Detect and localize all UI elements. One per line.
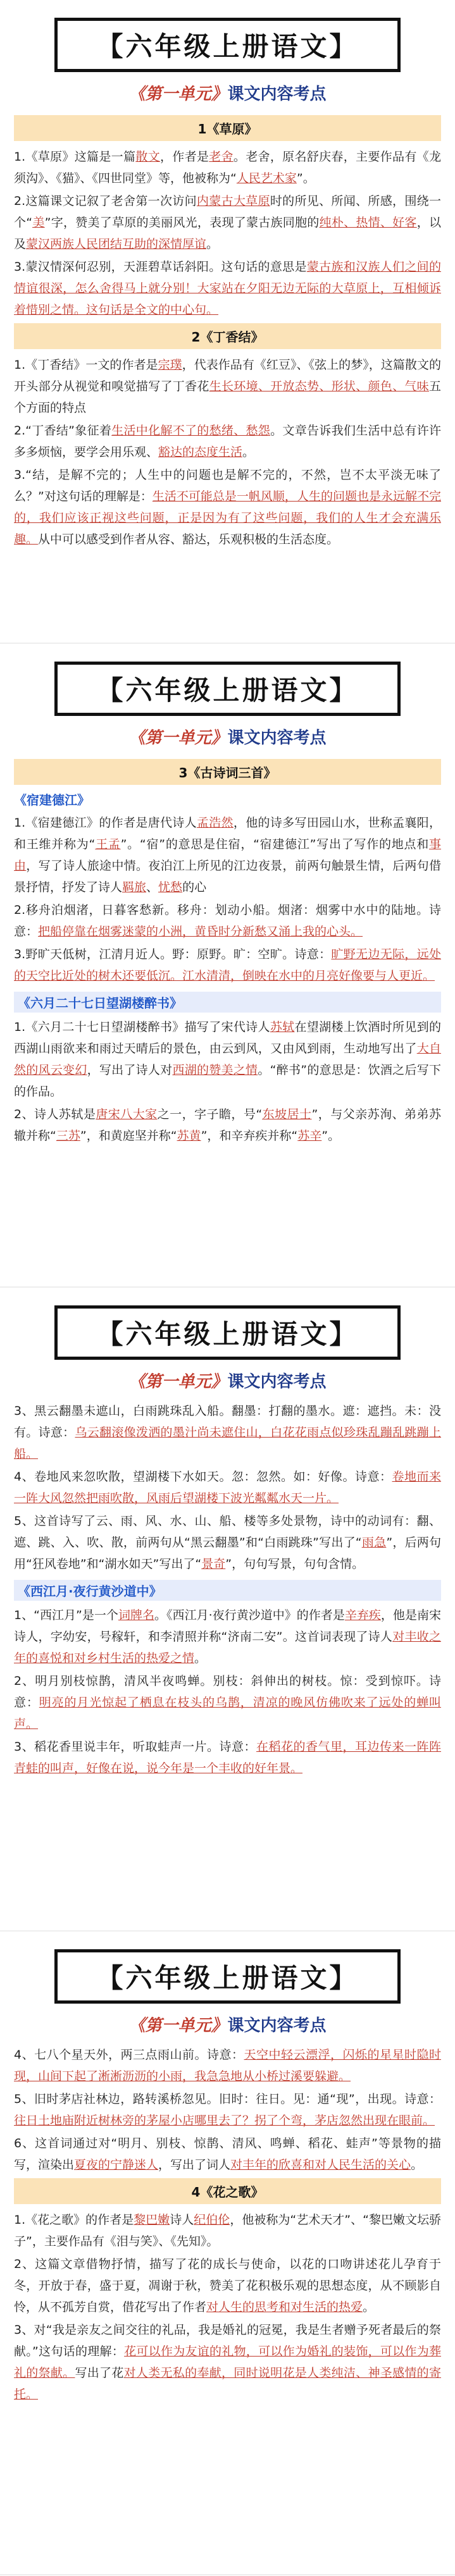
unit-name: 《第一单元》 xyxy=(128,1372,228,1391)
paragraph xyxy=(14,146,441,189)
page-title: 【六年级上册语文】 xyxy=(96,1963,359,1994)
text-run: 2.“丁香结”象征着 xyxy=(14,424,112,438)
key-point: 东坡居士 xyxy=(262,1107,312,1121)
text-run: 3、对“我是亲友之间交往的礼品，我是婚礼的冠冕，我是生者赠予死者最后的祭献。”这句话的理解： xyxy=(14,2323,441,2358)
page-title-box xyxy=(54,1305,401,1360)
paragraph xyxy=(14,2209,441,2252)
paragraph xyxy=(14,1510,441,1575)
paragraph xyxy=(14,2044,441,2087)
text-run: 从中可以感受到作者从容、豁达，乐观积极的生活态度。 xyxy=(38,533,339,546)
text-run: 3、黑云翻墨未遮山，白雨跳珠乱入船。翻墨：打翻的墨水。遮：遮挡。未：没有。诗意： xyxy=(14,1404,441,1439)
text-run: ”。“宿”的意思是住宿，“宿建德江”写出了写作的地点和 xyxy=(120,837,429,851)
key-point: 蒙古族和汉族人们之间的情谊很深，怎么舍得马上就分别！大家站在夕阳无边无际的大草原上，互相倾诉着惜别之情。这句话是全文的中心句。 xyxy=(14,260,441,317)
key-point: 苏黄 xyxy=(177,1129,201,1143)
text-run: 的心 xyxy=(182,880,207,894)
paragraph xyxy=(14,420,441,463)
text-run: 4、七八个星天外，两三点雨山前。诗意： xyxy=(14,2048,244,2062)
text-run: 1.《六月二十七日望湖楼醉书》描写了宋代诗人 xyxy=(14,1020,270,1034)
key-point: 生活中化解不了的愁绪、愁怨 xyxy=(111,424,271,438)
paragraph xyxy=(14,2088,441,2131)
text-run: 6、这首词通过对“明月、别枝、惊鹊、清风、鸣蝉、稻花、蛙声”等景物的描写，渲染出 xyxy=(14,2136,441,2172)
paragraph xyxy=(14,1736,441,1779)
text-run: 在望湖楼上饮酒时所见到的西湖山雨欲来和雨过天晴后的景色，由云到风，又由风到雨，生动地写出了 xyxy=(14,1020,441,1056)
key-point: 内蒙古大草原 xyxy=(196,194,270,208)
paragraph xyxy=(14,2253,441,2318)
paragraph xyxy=(14,1104,441,1147)
page-title-box xyxy=(54,1949,401,2004)
page-3 xyxy=(0,1288,455,1932)
paragraph xyxy=(14,1400,441,1465)
poem-heading: 《宿建德江》 xyxy=(14,792,90,808)
text-run: 3.蒙汉情深何忍别，天涯碧草话斜阳。这句话的意思是 xyxy=(14,260,307,274)
key-point: 辛弃疾 xyxy=(344,1608,381,1622)
page-title-box xyxy=(54,18,401,72)
text-run: ”。 xyxy=(296,171,315,185)
text-run: 3.野旷天低树，江清月近人。野：原野。旷：空旷。诗意： xyxy=(14,947,332,961)
text-run: 。《西江月·夜行黄沙道中》的作者是 xyxy=(154,1608,345,1622)
text-run: 之一，字子瞻，号“ xyxy=(157,1107,263,1121)
text-run: 时的所见、所闻、所感，围绕一个“ xyxy=(14,194,441,230)
key-point: 老舍 xyxy=(209,150,234,164)
page-content xyxy=(14,756,441,1148)
key-point: 对丰年的欣喜和对人民生活的关心 xyxy=(230,2158,411,2172)
text-run: 2、这篇文章借物抒情，描写了花的成长与使命，以花的口吻讲述花儿孕育于冬，开放于春，盛于夏，凋谢于秋，赞美了花积极乐观的思想态度，从不顾影自怜，从不孤芳自赏，借花写出了作者 xyxy=(14,2257,441,2314)
paragraph xyxy=(14,464,441,550)
text-run: ，他被称为“艺术天才”、“黎巴嫩文坛骄子”，主要作品有《泪与笑》、《先知》。 xyxy=(14,2213,441,2248)
subtitle-rest: 课文内容考点 xyxy=(227,2016,327,2035)
key-point: 花可以作为友谊的礼物，可以作为婚礼的装饰，可以作为葬礼的祭献。 xyxy=(14,2345,441,2380)
key-point: 豁达的态度生活 xyxy=(158,445,243,459)
text-run: 。 xyxy=(242,445,255,459)
text-run: ”，后两句用“狂风卷地”和“湖水如天”写出了“ xyxy=(14,1536,442,1571)
key-point: 明亮的月光惊起了栖息在枝头的乌鹊，清凉的晚风仿佛吹来了远处的蝉叫声。 xyxy=(14,1696,441,1731)
text-run: ”字，赞美了草原的美丽风光，表现了蒙古族同胞的 xyxy=(44,216,320,230)
key-point: 羁旅 xyxy=(122,880,147,894)
page-content xyxy=(14,2044,441,2407)
key-point: 乌云翻滚像泼洒的墨汁尚未遮住山，白花花雨点似珍珠乱蹦乱跳蹦上船。 xyxy=(14,1426,441,1461)
unit-name: 《第一单元》 xyxy=(128,85,228,104)
key-point: 雨急 xyxy=(361,1536,387,1550)
paragraph xyxy=(14,899,441,942)
key-point: 卷地而来一阵大风忽然把雨吹散，风雨后望湖楼下波光粼粼水天一片。 xyxy=(14,1470,441,1505)
paragraph xyxy=(14,1670,441,1735)
text-run: 五个方面的特点 xyxy=(14,379,441,415)
text-run: 3、稻花香里说丰年，听取蛙声一片。诗意： xyxy=(14,1740,257,1754)
key-point: 在稻花的香气里，耳边传来一阵阵青蛙的叫声，好像在说，说今年是一个丰收的好年景。 xyxy=(14,1740,441,1775)
text-run: ，他的诗多写田园山水，世称孟襄阳，和王维并称为“ xyxy=(14,816,441,851)
text-run: 。 xyxy=(411,2158,423,2172)
text-run: ”，与父亲苏洵、弟弟苏辙并称“ xyxy=(14,1107,441,1143)
unit-subtitle xyxy=(0,725,455,748)
key-point: 忧愁 xyxy=(158,880,183,894)
key-point: 把船停靠在烟雾迷蒙的小洲，黄昏时分新愁又涌上我的心头。 xyxy=(38,925,363,939)
text-run: ，写出了诗人对 xyxy=(87,1063,173,1077)
key-point: 散文 xyxy=(135,150,160,164)
paragraph xyxy=(14,944,441,987)
key-point: 对人类无私的奉献，同时说明花是人类纯洁、神圣感情的寄托。 xyxy=(14,2366,441,2401)
page-content xyxy=(14,1400,441,1780)
poem-heading: 《西江月·夜行黄沙道中》 xyxy=(14,1580,441,1601)
key-point: 词牌名 xyxy=(118,1608,155,1622)
poem-heading: 《六月二十七日望湖楼醉书》 xyxy=(14,992,441,1013)
text-run: ”，和黄庭坚并称“ xyxy=(80,1129,177,1143)
text-run: 2、明月别枝惊鹊，清风半夜鸣蝉。别枝：斜伸出的树枝。惊：受到惊吓。诗意： xyxy=(14,1674,441,1710)
key-point: 王孟 xyxy=(95,837,121,851)
key-point: 西湖的赞美之情 xyxy=(172,1063,258,1077)
key-point: 宗璞 xyxy=(158,358,182,372)
key-point: 对人生的思考和对生活的热爱 xyxy=(206,2300,363,2314)
key-point: 苏轼 xyxy=(270,1020,295,1034)
text-run: 诗人 xyxy=(170,2213,194,2227)
key-point: 纪伯伦 xyxy=(194,2213,230,2227)
unit-subtitle xyxy=(0,81,455,104)
key-point: 美 xyxy=(32,216,45,230)
text-run: 1、“西江月”是一个 xyxy=(14,1608,118,1622)
paragraph xyxy=(14,812,441,898)
text-run: 5、这首诗写了云、雨、风、水、山、船、楼等多处景物，诗中的动词有：翻、遮、跳、入、吹、散，前两句从“黑云翻墨”和“白雨跳珠”写出了“ xyxy=(14,1514,441,1550)
text-run: ”，和辛弃疾并称“ xyxy=(201,1129,298,1143)
text-run: 3.“结，是解不完的；人生中的问题也是解不完的，不然，岂不太平淡无味了么？”对这句话的理解是： xyxy=(14,468,441,503)
paragraph xyxy=(14,190,441,255)
text-run: 。 xyxy=(194,1651,207,1665)
key-point: 旷野无边无际，远处的天空比近处的树木还要低沉。江水清清，倒映在水中的月亮好像要与人更近。 xyxy=(14,947,441,983)
text-run: 1.《花之歌》的作者是 xyxy=(14,2213,134,2227)
lesson-heading: 2《丁香结》 xyxy=(14,323,441,349)
text-run: 1.《丁香结》一文的作者是 xyxy=(14,358,158,372)
text-run: ”。 xyxy=(321,1129,340,1143)
text-run: 。 xyxy=(206,237,219,251)
text-run: 1.《草原》这篇是一篇 xyxy=(14,150,136,164)
page-content xyxy=(14,113,441,552)
text-run: 、 xyxy=(146,880,159,894)
text-run: ，以及 xyxy=(14,216,441,251)
key-point: 天空中轻云漂浮，闪烁的星星时隐时现，山间下起了淅淅沥沥的小雨，我急急地从小桥过溪要躲避。 xyxy=(14,2048,441,2083)
lesson-heading: 1《草原》 xyxy=(14,115,441,141)
key-point: 事由 xyxy=(14,837,441,873)
key-point: 三苏 xyxy=(56,1129,80,1143)
key-point: 苏辛 xyxy=(297,1129,322,1143)
text-run: 。“醉书”的意思是：饮酒之后写下的作品。 xyxy=(14,1063,441,1099)
paragraph xyxy=(14,1466,441,1509)
paragraph xyxy=(14,256,441,321)
text-run: 写出了花 xyxy=(75,2366,124,2380)
lesson-heading: 4《花之歌》 xyxy=(14,2178,441,2204)
text-run: 。老舍，原名舒庆春，主要作品有《龙须沟》、《猫》、《四世同堂》等，他被称为“ xyxy=(14,150,441,185)
key-point: 孟浩然 xyxy=(196,816,234,830)
text-run: 。 xyxy=(363,2300,375,2314)
key-point: 生活不可能总是一帆风顺，人生的问题也是永远解不完的，我们应该正视这些问题，正是因为有了这些问题，我们的人生才会充满乐趣。 xyxy=(14,490,441,546)
lesson-heading: 3《古诗词三首》 xyxy=(14,759,441,785)
key-point: 生长环境、开放态势、形状、颜色、气味 xyxy=(209,379,429,393)
paragraph xyxy=(14,2133,441,2176)
text-run: ，他是南宋诗人，字幼安，号稼轩，和李清照并称“济南二安”。这首词表现了诗人 xyxy=(14,1608,441,1644)
paragraph xyxy=(14,2319,441,2405)
page-title: 【六年级上册语文】 xyxy=(96,1319,359,1350)
page-title: 【六年级上册语文】 xyxy=(96,31,359,62)
text-run: 1.《宿建德江》的作者是唐代诗人 xyxy=(14,816,197,830)
text-run: ，写了诗人旅途中情。夜泊江上所见的江边夜景，前两句触景生情，后两句借景抒情，抒发了诗人 xyxy=(14,859,441,894)
subtitle-rest: 课文内容考点 xyxy=(227,85,327,104)
unit-name: 《第一单元》 xyxy=(128,2016,228,2035)
text-run: 2.移舟泊烟渚，日暮客愁新。移舟：划动小船。烟渚：烟雾中水中的陆地。诗意： xyxy=(14,903,441,939)
subtitle-rest: 课文内容考点 xyxy=(227,729,327,748)
key-point: 往日土地庙附近树林旁的茅屋小店哪里去了？拐了个弯，茅店忽然出现在眼前。 xyxy=(14,2114,435,2128)
key-point: 景奇 xyxy=(201,1557,226,1571)
text-run: 。文章告诉我们生活中总有许许多多烦恼，要学会用乐观、 xyxy=(14,424,441,459)
text-run: ，作者是 xyxy=(159,150,209,164)
page-title: 【六年级上册语文】 xyxy=(96,675,359,706)
key-point: 蒙汉两族人民团结互助的深情厚谊 xyxy=(26,237,207,251)
key-point: 纯朴、热情、好客 xyxy=(319,216,417,230)
page-title-box xyxy=(54,662,401,716)
page-1 xyxy=(0,0,455,644)
text-run: 2.这篇课文记叙了老舍第一次访问 xyxy=(14,194,197,208)
text-run: 4、卷地风来忽吹散，望湖楼下水如天。忽：忽然。如：好像。诗意： xyxy=(14,1470,392,1484)
text-run: ”，句句写景，句句含情。 xyxy=(225,1557,365,1571)
paragraph xyxy=(14,354,441,419)
page-4 xyxy=(0,1932,455,2575)
subtitle-rest: 课文内容考点 xyxy=(227,1372,327,1391)
unit-subtitle xyxy=(0,1369,455,1392)
text-run: 2、诗人苏轼是 xyxy=(14,1107,96,1121)
page-2 xyxy=(0,644,455,1288)
paragraph xyxy=(14,1605,441,1669)
key-point: 大自然的风云变幻 xyxy=(14,1042,441,1077)
key-point: 夏夜的宁静迷人 xyxy=(74,2158,159,2172)
key-point: 唐宋八大家 xyxy=(96,1107,158,1121)
text-run: ，写出了词人 xyxy=(158,2158,231,2172)
key-point: 对丰收之年的喜悦和对乡村生活的热爱之情 xyxy=(14,1630,441,1665)
text-run: ，代表作品有《红豆》、《弦上的梦》，这篇散文的开头部分从视觉和嗅觉描写了丁香花 xyxy=(14,358,441,393)
unit-subtitle xyxy=(0,2012,455,2036)
text-run: 5、旧时茅店社林边，路转溪桥忽见。旧时：往日。见：通“现”，出现。诗意： xyxy=(14,2092,441,2106)
key-point: 黎巴嫩 xyxy=(134,2213,170,2227)
unit-name: 《第一单元》 xyxy=(128,729,228,748)
paragraph xyxy=(14,1016,441,1102)
key-point: 人民艺术家 xyxy=(236,171,297,185)
